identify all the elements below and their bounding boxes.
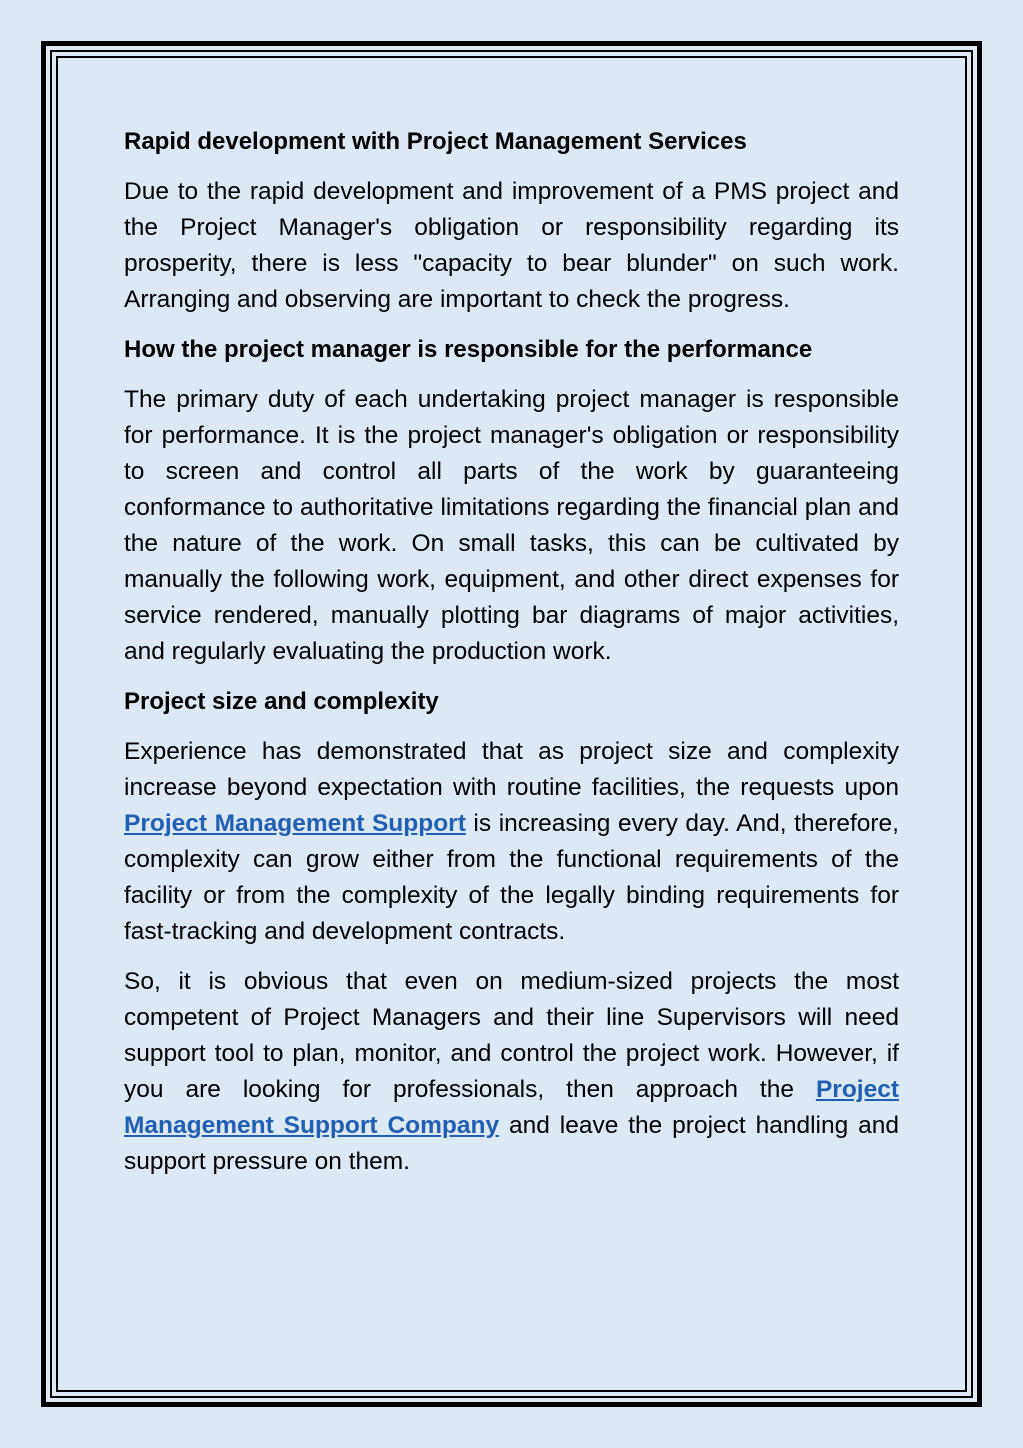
paragraph-text: is increasing every day. And, therefore, complexity can grow either from the functional requirements of the facility or from the complexity of the legally binding requirements for fast-tracking and development contracts. bbox=[124, 810, 899, 945]
section-heading-rapid-development: Rapid development with Project Management Services bbox=[124, 128, 747, 155]
section-heading-project-manager-responsibility: How the project manager is responsible for the performance bbox=[124, 336, 813, 363]
paragraph-text: So, it is obvious that even on medium-sized projects the most competent of Project Managers and their line Supervisors will need support tool to plan, monitor, and control the project work. However, if you are looking for professionals, then approach the bbox=[124, 968, 899, 1103]
section-paragraph-project-manager-responsibility: The primary duty of each undertaking project manager is responsible for performance. It is the project manager's obligation or responsibility to screen and control all parts of the work by guaranteeing conformance to authoritative limitations regarding the financial plan and the nature of the work. On small tasks, this can be cultivated by manually the following work, equipment, and other direct expenses for service rendered, manually plotting bar diagrams of major activities, and regularly evaluating the production work. bbox=[124, 386, 899, 665]
project-management-support-link[interactable]: Project Management Support bbox=[124, 810, 466, 837]
section-paragraph-rapid-development: Due to the rapid development and improvement of a PMS project and the Project Manager's obligation or responsibility regarding its prosperity, there is less "capacity to bear blunder" on such work. Arranging and observing are important to check the progress. bbox=[124, 178, 899, 313]
section-paragraph-conclusion bbox=[124, 964, 899, 1180]
section-heading-project-size: Project size and complexity bbox=[124, 688, 439, 715]
paragraph-text: and leave the project handling and support pressure on them. bbox=[124, 1112, 900, 1175]
document-body bbox=[124, 124, 899, 1194]
section-paragraph-project-size bbox=[124, 734, 899, 950]
project-management-support-company-link[interactable]: Project Management Support Company bbox=[124, 1076, 899, 1139]
paragraph-text: Experience has demonstrated that as project size and complexity increase beyond expectation with routine facilities, the requests upon bbox=[124, 738, 899, 801]
